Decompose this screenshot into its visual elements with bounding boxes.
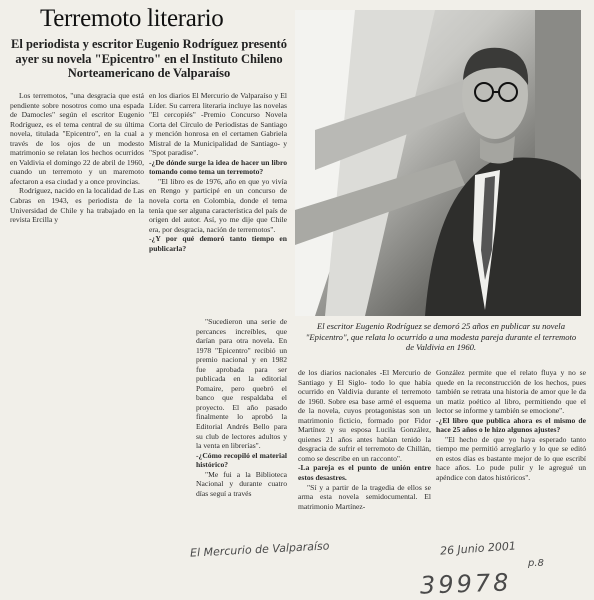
author-photo-illustration — [295, 10, 581, 316]
handwritten-date: 26 Junio 2001 — [439, 539, 517, 558]
article-deck: El periodista y escritor Eugenio Rodríguez presentó ayer su novela "Epicentro" en el Instituto Chileno Norteamericano de Valparaíso — [11, 37, 287, 80]
body-paragraph: de los diarios nacionales -El Mercurio de Santiago y El Siglo- todo lo que había ocurrido en Valdivia durante el terremoto de 1960. Sobre esa base armé el esquema de la novela, cuyos protagonistas son un matrimonio ficticio, formado por Fidor Martínez y su esposa Lucila González, quienes 21 años antes habían tenido la desgracia de sufrir el terremoto de Chillán, como se describe en un racconto". — [298, 368, 431, 463]
body-paragraph: "El hecho de que yo haya esperado tanto tiempo me permitió arreglarlo y lo que se editó en estos días es bastante mejor de lo que escribí hace años. Lo pude pulir y le agregué un apéndice con datos históricos". — [436, 434, 586, 483]
body-paragraph: González permite que el relato fluya y no se quede en la reconstrucción de los hechos, pues también se retrata una historia de amor que le da un matiz poético al libro, permitiendo que el lector se informe y también se emocione". — [436, 368, 586, 416]
body-paragraph: "Sí y a partir de la tragedia de ellos se arma esta novela semidocumental. El matrimonio Martínez- — [298, 482, 431, 511]
body-paragraph: "Me fui a la Biblioteca Nacional y durante cuatro días seguí a través — [196, 469, 287, 498]
interview-question: -¿De dónde surge la idea de hacer un libro tomando como tema un terremoto? — [149, 157, 287, 177]
interview-question: -¿El libro que publica ahora es el mismo de hace 25 años o le hizo algunos ajustes? — [436, 415, 586, 435]
interview-question: -¿Cómo recopiló el material histórico? — [196, 450, 287, 470]
body-paragraph: "El libro es de 1976, año en que yo vivía en Rengo y participé en un concurso de novela corta en Colombia, donde el tema tenía que ser alguna característica del país de origen del autor. Así, yo me dije que Chile era, por desgracia, nación de terremotos". — [149, 176, 287, 234]
body-column-1 — [10, 91, 144, 225]
handwritten-number: 39978 — [419, 568, 512, 600]
headline: Terremoto literario — [40, 5, 224, 32]
body-paragraph: "Sucedieron una serie de percances increíbles, que darían para otra novela. En 1978 "Epicentro" recibió un premio nacional y en 1982 fue aprobada para ser publicada en la editorial Pomaire, pero quebró el banco que respaldaba el proyecto. El año pasado finalmente lo aprobó la Editorial Andrés Bello para su club de lectores adultos y la venta en librerías". — [196, 317, 287, 451]
body-column-2-bottom — [196, 317, 287, 498]
interview-question: -¿Y por qué demoró tanto tiempo en publicarla? — [149, 234, 287, 253]
body-paragraph: Rodríguez, nacido en la localidad de Las Cabras en 1943, es periodista de la Universidad de Chile y ha trabajado en la revista Ercilla y — [10, 186, 144, 225]
handwritten-page: p.8 — [528, 558, 544, 569]
handwritten-source: El Mercurio de Valparaíso — [189, 539, 330, 560]
body-column-3 — [298, 368, 431, 511]
author-photo — [295, 10, 581, 316]
body-column-4 — [436, 368, 586, 483]
body-paragraph: en los diarios El Mercurio de Valparaíso y El Líder. Su carrera literaria incluye las novelas "El cercopiés" -Premio Concurso Novela Corta del Círculo de Periodistas de Santiago y mención honrosa en el certamen Gabriela Mistral de la Municipalidad de Santiago- y "Spot paradise". — [149, 91, 287, 158]
interview-question: -La pareja es el punto de unión entre estos desastres. — [298, 463, 431, 483]
body-paragraph: Los terremotos, "una desgracia que está pendiente sobre nosotros como una espada de Damocles" según el escritor Eugenio Rodríguez, es el tema central de su última novela, titulada "Epicentro", en la cual a través de los ojos de un modesto matrimonio se relatan los hechos ocurridos en Valdivia el domingo 22 de abril de 1960, cuando un terremoto y un maremoto afectaron a esa ciudad y a once provincias. — [10, 91, 144, 186]
photo-caption: El escritor Eugenio Rodríguez se demoró 25 años en publicar su novela "Epicentro", que relata lo ocurrido a una modesta pareja durante el terremoto de Valdivia en 1960. — [305, 321, 577, 352]
body-column-2-top — [149, 91, 287, 253]
